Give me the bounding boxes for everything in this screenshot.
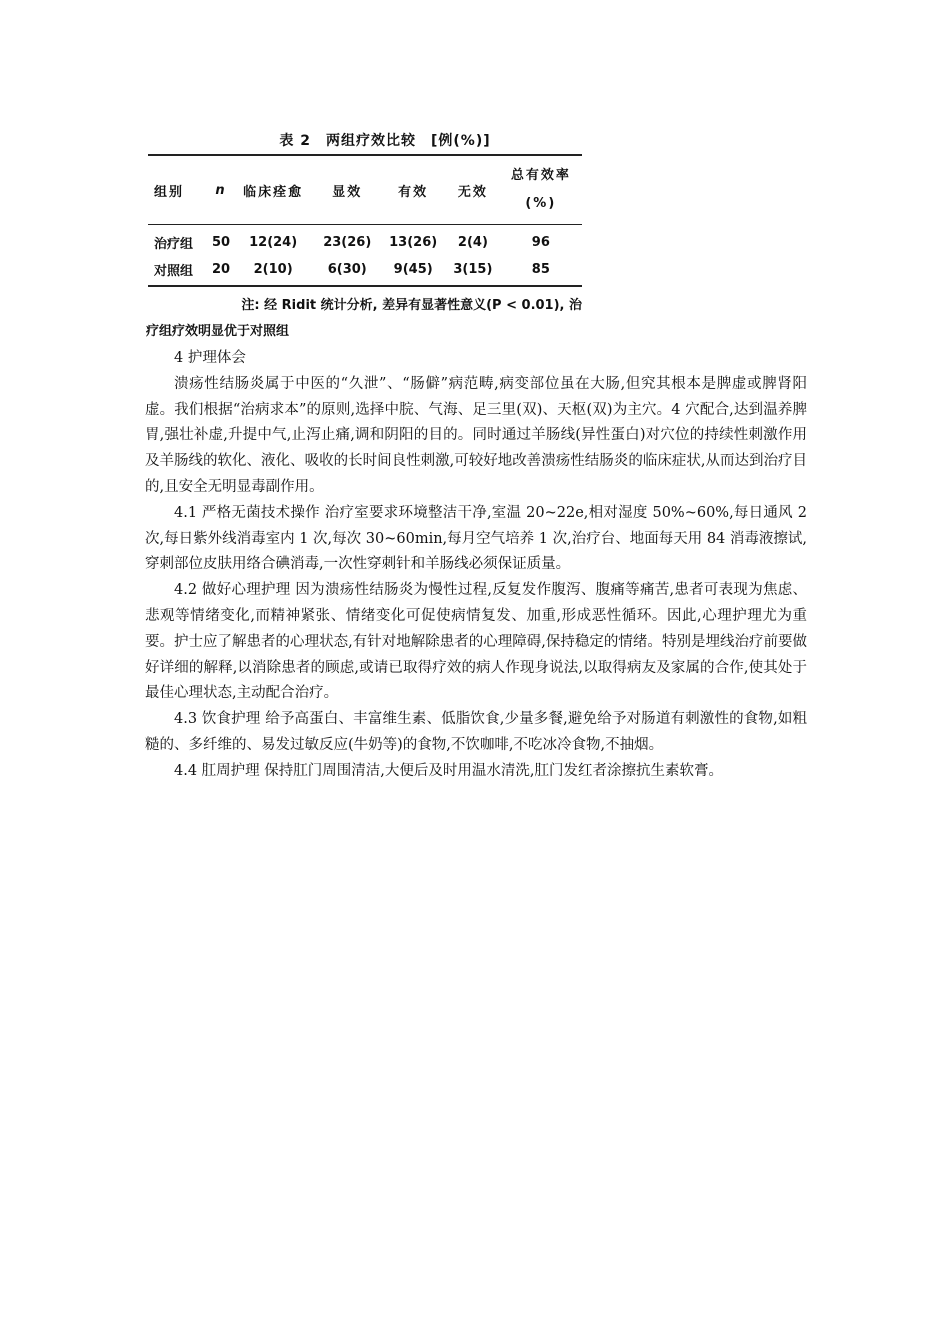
cell-ineffective: 2(4) — [457, 235, 488, 250]
paragraph-4-3: 4.3 饮食护理 给予高蛋白、丰富维生素、低脂饮食,少量多餐,避免给予对肠道有刺激性的食物,如粗糙的、多纤维的、易发过敏反应(牛奶等)的食物,不饮咖啡,不吃冰冷食物,不抽烟。 — [145, 711, 807, 753]
cell-cured: 12(24) — [249, 235, 298, 250]
cell-marked: 6(30) — [327, 262, 367, 277]
header-effective: 有效 — [398, 184, 429, 200]
paragraph-4-4: 4.4 肛周护理 保持肛门周围清洁,大便后及时用温水清洗,肛门发红者涂擦抗生素软膏。 — [174, 762, 723, 779]
header-total-line1: 总有效率 — [510, 168, 571, 183]
body-text — [145, 346, 807, 785]
table-note-line1: 注: 经 Ridit 统计分析, 差异有显著性意义(P < 0.01), 治 — [241, 298, 582, 313]
table-row — [148, 256, 582, 286]
cell-ineffective: 3(15) — [453, 262, 493, 277]
header-group: 组别 — [154, 184, 185, 200]
cell-marked: 23(26) — [323, 235, 372, 250]
table-header-row — [148, 155, 582, 225]
header-cured: 临床痊愈 — [243, 184, 304, 200]
section-heading: 4 护理体会 — [174, 350, 246, 366]
cell-n: 20 — [211, 262, 231, 277]
cell-cured: 2(10) — [253, 262, 293, 277]
header-total — [500, 155, 582, 225]
efficacy-table-block — [148, 128, 582, 345]
cell-group: 对照组 — [154, 264, 194, 279]
cell-total: 85 — [531, 262, 550, 277]
cell-total: 96 — [531, 235, 550, 250]
cell-n: 50 — [211, 235, 231, 250]
header-marked: 显效 — [332, 184, 363, 200]
header-ineffective: 无效 — [457, 184, 488, 200]
paragraph-4-1: 4.1 严格无菌技术操作 治疗室要求环境整洁干净,室温 20~22e,相对湿度 50%~60%,每日通风 2 次,每日紫外线消毒室内 1 次,每次 30~60min,每月空气培养 1 次,治疗台、地面每天用 84 消毒液擦试,穿刺部位皮肤用络合碘消毒,一次性穿刺针和羊肠线必须保证质量。 — [145, 504, 807, 573]
table-note — [148, 293, 582, 345]
efficacy-table — [148, 154, 582, 287]
cell-effective: 13(26) — [389, 235, 438, 250]
paragraph-intro: 溃疡性结肠炎属于中医的“久泄”、“肠僻”病范畴,病变部位虽在大肠,但究其根本是脾虚或脾肾阳虚。我们根据“治病求本”的原则,选择中脘、气海、足三里(双)、天枢(双)为主穴。4 穴配合,达到温养脾胃,强壮补虚,升提中气,止泻止痛,调和阴阳的目的。同时通过羊肠线(异性蛋白)对穴位的持续性刺激作用及羊肠线的软化、液化、吸收的长时间良性刺激,可较好地改善溃疡性结肠炎的临床症状,从而达到治疗目的,且安全无明显毒副作用。 — [145, 375, 807, 495]
cell-effective: 9(45) — [393, 262, 433, 277]
table-title: 表 2 两组疗效比较 [例(%)] — [279, 133, 491, 149]
paragraph-4-2: 4.2 做好心理护理 因为溃疡性结肠炎为慢性过程,反复发作腹泻、腹痛等痛苦,患者可表现为焦虑、悲观等情绪变化,而精神紧张、情绪变化可促使病情复发、加重,形成恶性循环。因此,心理护理尤为重要。护士应了解患者的心理状态,有针对地解除患者的心理障碍,保持稳定的情绪。特别是埋线治疗前要做好详细的解释,以消除患者的顾虑,或请已取得疗效的病人作现身说法,以取得病友及家属的合作,使其处于最佳心理状态,主动配合治疗。 — [145, 582, 807, 702]
cell-group: 治疗组 — [154, 237, 194, 252]
header-total-line2: (%) — [525, 196, 557, 211]
header-n: n — [215, 182, 227, 198]
table-row — [148, 225, 582, 257]
table-note-line2: 疗组疗效明显优于对照组 — [146, 324, 290, 339]
